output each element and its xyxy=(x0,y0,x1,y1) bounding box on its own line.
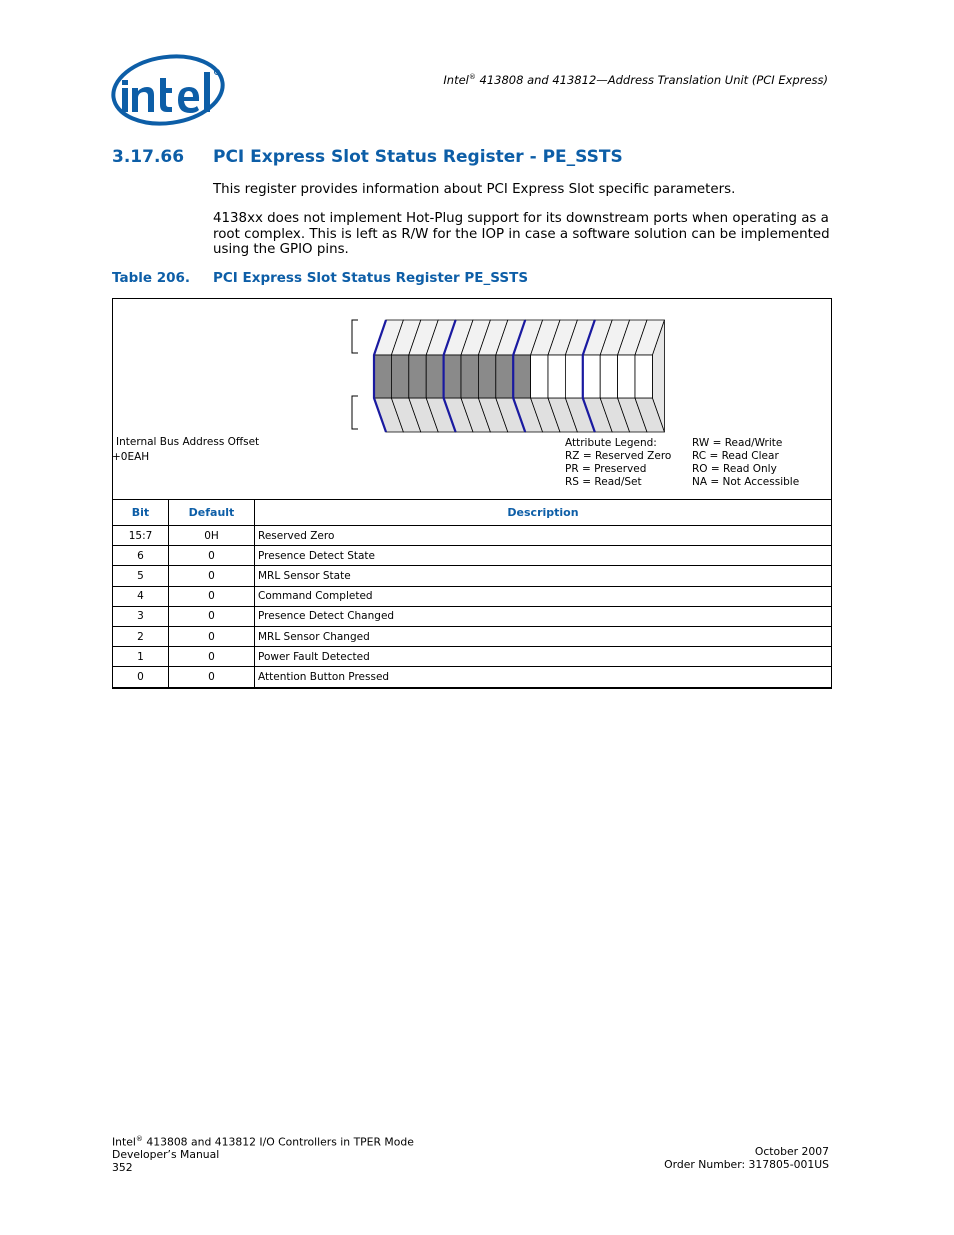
footer-manual: Developer’s Manual xyxy=(112,1148,220,1162)
bracket-bottom xyxy=(352,396,358,429)
bit-cell-10 xyxy=(461,355,478,398)
legend-item: RO = Read Only xyxy=(692,463,777,475)
cell-description: Command Completed xyxy=(255,586,832,606)
cell-default: 0 xyxy=(169,606,255,626)
table-row xyxy=(113,606,832,626)
table-row xyxy=(113,546,832,566)
legend-item: NA = Not Accessible xyxy=(692,476,800,488)
table-header-row xyxy=(113,500,832,526)
bit-cell-12 xyxy=(426,355,443,398)
table-row xyxy=(113,566,832,586)
bit-cell-4 xyxy=(565,355,582,398)
bit-cell-2 xyxy=(600,355,617,398)
offset-value: +0EAH xyxy=(112,451,150,463)
table-number: Table 206. xyxy=(112,270,191,286)
bracket-top xyxy=(352,320,358,353)
running-header: Intel® 413808 and 413812—Address Translation Unit (PCI Express) xyxy=(443,73,828,87)
bit-cell-0 xyxy=(635,355,652,398)
cell-bit: 5 xyxy=(113,566,169,586)
legend-item: RW = Read/Write xyxy=(692,437,783,449)
cell-bit: 4 xyxy=(113,586,169,606)
section-number: 3.17.66 xyxy=(112,147,185,167)
footer-product: Intel® 413808 and 413812 I/O Controllers in TPER Mode xyxy=(112,1135,414,1149)
table-title: PCI Express Slot Status Register PE_SSTS xyxy=(213,270,529,286)
table-row xyxy=(113,626,832,646)
cell-bit: 3 xyxy=(113,606,169,626)
bit-cell-14 xyxy=(391,355,408,398)
legend-left-column xyxy=(565,450,671,489)
paragraph-hotplug: 4138xx does not implement Hot-Plug support for its downstream ports when operating as a root complex. This is left as R/W for the IOP in case a software solution can be implemented using the GPIO pins. xyxy=(213,211,830,258)
bit-definition-table xyxy=(112,499,832,688)
header-default: Default xyxy=(169,500,255,526)
cell-default: 0 xyxy=(169,566,255,586)
header-description: Description xyxy=(255,500,832,526)
bit-cell-9 xyxy=(478,355,495,398)
table-row xyxy=(113,586,832,606)
legend-item: RS = Read/Set xyxy=(565,476,642,488)
table-row xyxy=(113,647,832,667)
cell-description: MRL Sensor Changed xyxy=(255,626,832,646)
paragraph-intro: This register provides information about PCI Express Slot specific parameters. xyxy=(213,182,736,197)
table-row xyxy=(113,667,832,687)
legend-title: Attribute Legend: xyxy=(565,437,657,449)
cell-description: Attention Button Pressed xyxy=(255,667,832,687)
bit-cell-6 xyxy=(531,355,548,398)
cell-description: Reserved Zero xyxy=(255,526,832,546)
offset-label: Internal Bus Address Offset xyxy=(116,436,260,448)
footer-right xyxy=(664,1146,829,1171)
cell-description: Presence Detect Changed xyxy=(255,606,832,626)
cell-description: Power Fault Detected xyxy=(255,647,832,667)
bit-cell-3 xyxy=(583,355,600,398)
bit-cell-7 xyxy=(513,355,530,398)
order-number: Order Number: 317805-001US xyxy=(664,1157,829,1171)
cell-bit: 1 xyxy=(113,647,169,667)
bit-cell-11 xyxy=(444,355,461,398)
legend-item: RZ = Reserved Zero xyxy=(565,450,672,462)
cell-bit: 0 xyxy=(113,667,169,687)
cell-bit: 2 xyxy=(113,626,169,646)
table-row xyxy=(113,526,832,546)
cell-default: 0 xyxy=(169,647,255,667)
cell-default: 0 xyxy=(169,546,255,566)
cell-default: 0 xyxy=(169,586,255,606)
legend-item: RC = Read Clear xyxy=(692,450,779,462)
section-title: PCI Express Slot Status Register - PE_SSTS xyxy=(213,147,623,167)
cell-bit: 15:7 xyxy=(113,526,169,546)
legend-item: PR = Preserved xyxy=(565,463,647,475)
page-number: 352 xyxy=(112,1160,133,1174)
cell-default: 0 xyxy=(169,626,255,646)
bit-cell-13 xyxy=(409,355,426,398)
cell-description: Presence Detect State xyxy=(255,546,832,566)
bit-cell-15 xyxy=(374,355,391,398)
legend-right-column xyxy=(692,437,799,489)
intel-logo xyxy=(108,50,228,130)
register-bit-diagram xyxy=(340,312,680,437)
bit-cell-5 xyxy=(548,355,565,398)
bit-cell-1 xyxy=(618,355,635,398)
footer-date: October 2007 xyxy=(754,1145,829,1158)
cell-bit: 6 xyxy=(113,546,169,566)
footer-left xyxy=(112,1133,414,1174)
bit-cell-8 xyxy=(496,355,513,398)
cell-default: 0H xyxy=(169,526,255,546)
header-bit: Bit xyxy=(113,500,169,526)
cell-default: 0 xyxy=(169,667,255,687)
cell-description: MRL Sensor State xyxy=(255,566,832,586)
